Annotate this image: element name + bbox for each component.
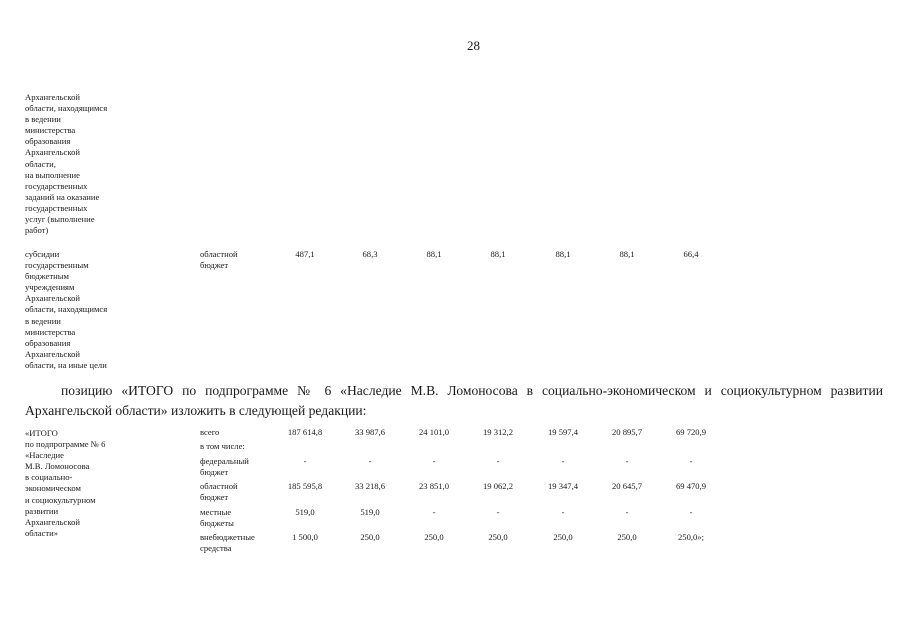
itogo-row-6-value-col-4: 250,0 bbox=[488, 532, 508, 542]
top-label-block: Архангельской области, находящимся в ведении министерства образования Архангельской области, на выполнение государственных заданий на оказание государственных услуг (выполнение работ) bbox=[25, 92, 108, 236]
itogo-row-4-value-col-6: 20 645,7 bbox=[611, 481, 643, 491]
itogo-row-6-value-col-7: 250,0»; bbox=[677, 532, 705, 542]
itogo-row-6-value-col-1: 1 500,0 bbox=[292, 532, 318, 542]
subsidy-value-col-3: 88,1 bbox=[426, 249, 442, 259]
itogo-row-1-value-col-5: 19 597,4 bbox=[547, 427, 579, 437]
itogo-row-4-value-col-3: 23 851,0 bbox=[418, 481, 450, 491]
itogo-row-1-value-col-6: 20 895,7 bbox=[611, 427, 643, 437]
itogo-row-6-value-col-3: 250,0 bbox=[424, 532, 444, 542]
itogo-row-5-value-col-2: 519,0 bbox=[360, 507, 380, 517]
itogo-row-1-value-col-4: 19 312,2 bbox=[482, 427, 514, 437]
subsidy-value-col-2: 68,3 bbox=[362, 249, 378, 259]
subsidy-value-col-4: 88,1 bbox=[490, 249, 506, 259]
itogo-row-3-value-col-4: - bbox=[496, 456, 500, 466]
itogo-row-6-value-col-2: 250,0 bbox=[360, 532, 380, 542]
itogo-row-3-source: федеральный бюджет bbox=[200, 456, 249, 478]
subsidy-value-col-5: 88,1 bbox=[555, 249, 571, 259]
itogo-row-1-value-col-7: 69 720,9 bbox=[675, 427, 707, 437]
itogo-row-3-value-col-7: - bbox=[689, 456, 693, 466]
itogo-row-4-value-col-1: 185 595,8 bbox=[287, 481, 323, 491]
itogo-label: «ИТОГО по подпрограмме № 6 «Наследие М.В. Ломоносова в социально- экономическом и социокультурном развитии Архангельской области» bbox=[25, 428, 106, 538]
subsidy-value-col-1: 487,1 bbox=[295, 249, 315, 259]
itogo-row-5-source: местные бюджеты bbox=[200, 507, 234, 529]
subsidy-row-source: областной бюджет bbox=[200, 249, 238, 271]
itogo-row-3-value-col-5: - bbox=[561, 456, 565, 466]
itogo-row-1-value-col-1: 187 614,8 bbox=[287, 427, 323, 437]
itogo-row-6-value-col-6: 250,0 bbox=[617, 532, 637, 542]
itogo-row-4-value-col-4: 19 062,2 bbox=[482, 481, 514, 491]
itogo-row-5-value-col-4: - bbox=[496, 507, 500, 517]
itogo-row-1-source: всего bbox=[200, 427, 220, 437]
itogo-row-3-value-col-1: - bbox=[303, 456, 307, 466]
itogo-row-1-value-col-3: 24 101,0 bbox=[418, 427, 450, 437]
itogo-row-4-value-col-5: 19 347,4 bbox=[547, 481, 579, 491]
itogo-row-2-source: в том числе: bbox=[200, 441, 245, 451]
itogo-row-4-source: областной бюджет bbox=[200, 481, 238, 503]
itogo-row-3-value-col-6: - bbox=[625, 456, 629, 466]
subsidy-value-col-6: 88,1 bbox=[619, 249, 635, 259]
itogo-row-6-value-col-5: 250,0 bbox=[553, 532, 573, 542]
itogo-row-5-value-col-1: 519,0 bbox=[295, 507, 315, 517]
itogo-row-4-value-col-2: 33 218,6 bbox=[354, 481, 386, 491]
instruction-paragraph: позицию «ИТОГО по подпрограмме № 6 «Наследие М.В. Ломоносова в социально-экономическом и социокультурном развитии Архангельской области» изложить в следующей редакции: bbox=[25, 383, 883, 418]
itogo-row-3-value-col-3: - bbox=[432, 456, 436, 466]
itogo-row-6-source: внебюджетные средства bbox=[200, 532, 255, 554]
subsidy-value-col-7: 66,4 bbox=[683, 249, 699, 259]
itogo-row-5-value-col-3: - bbox=[432, 507, 436, 517]
subsidy-row-label: субсидии государственным бюджетным учреждениям Архангельской области, находящимся в ведении министерства образования Архангельской области, на иные цели bbox=[25, 249, 108, 370]
page-number: 28 bbox=[467, 38, 480, 53]
itogo-row-4-value-col-7: 69 470,9 bbox=[675, 481, 707, 491]
itogo-row-3-value-col-2: - bbox=[368, 456, 372, 466]
itogo-row-5-value-col-6: - bbox=[625, 507, 629, 517]
itogo-row-5-value-col-7: - bbox=[689, 507, 693, 517]
itogo-row-5-value-col-5: - bbox=[561, 507, 565, 517]
itogo-row-1-value-col-2: 33 987,6 bbox=[354, 427, 386, 437]
